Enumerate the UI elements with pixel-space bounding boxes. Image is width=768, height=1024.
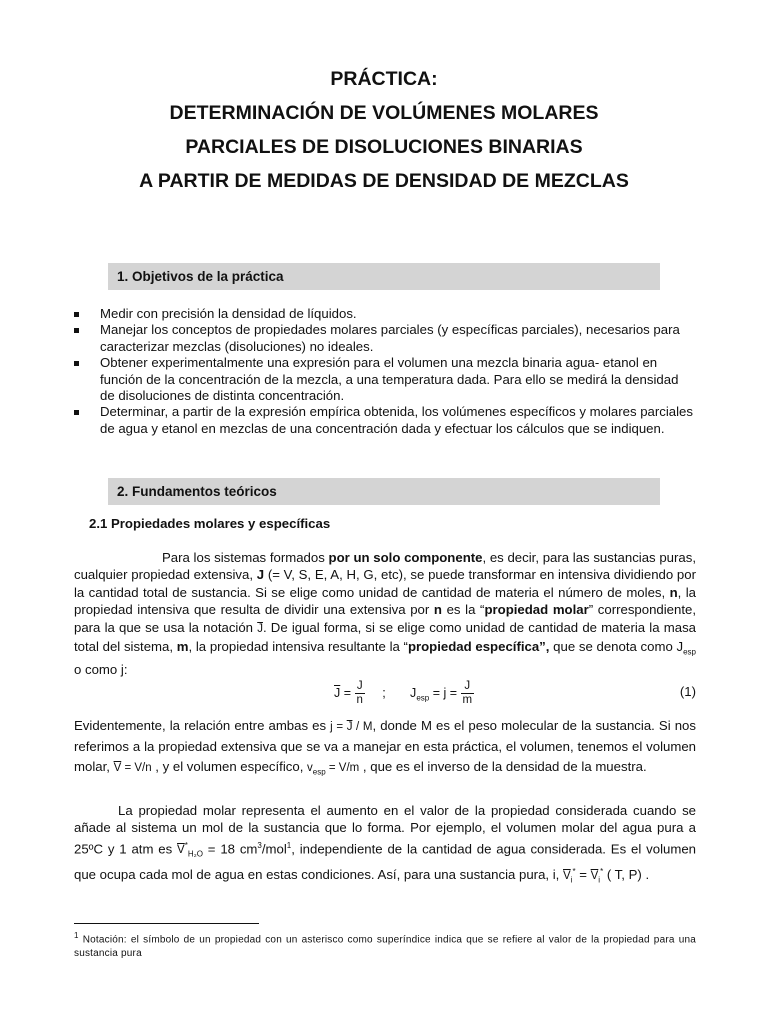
- bullet-icon: [74, 410, 79, 415]
- objectives-list: [74, 306, 696, 437]
- bullet-icon: [74, 328, 79, 333]
- title-line-1: PRÁCTICA:: [330, 68, 438, 90]
- specific-volume-formula: $v_{esp} = V/m$: [307, 762, 360, 777]
- section-1-heading: 1. Objetivos de la práctica: [108, 263, 660, 290]
- title-line-2: DETERMINACIÓN DE VOLÚMENES MOLARES: [169, 102, 599, 124]
- paragraph-3: La propiedad molar representa el aumento en el valor de la propiedad considerada cuando se añade al sistema un mol de la sustancia que lo forma. Por ejemplo, el volumen molar del agua pura a 25ºC y 1 atm es $\overline{V}^*_{H_2O} = 18$ $cm^3/mol^1$, independiente de la cantidad de agua considerada. Es el volumen que ocupa cada mol de agua en estas condiciones. Así, para una sustancia pura, i, $\overline{V}_i^* = \overline{V}_i^*$ ( T, P) .: [74, 803, 696, 885]
- bullet-icon: [74, 361, 79, 366]
- footnote: $^1$ Notación: el símbolo de un propiedad con un asterisco como superíndice indica que se refiere al valor de la propiedad para una sustancia pura: [74, 931, 696, 960]
- title-line-4: A PARTIR DE MEDIDAS DE DENSIDAD DE MEZCLAS: [139, 170, 629, 192]
- list-item: Obtener experimentalmente una expresión para el volumen una mezcla binaria agua- etanol en función de la concentración de la mezcla, a una temperatura dada. Para ello se medirá la densidad de disoluciones de distinta concentración.: [74, 355, 696, 404]
- paragraph-1: Para los sistemas formados por un solo componente, es decir, para las sustancias puras, cualquier propiedad extensiva, J (= V, S, E, A, H, G, etc), se puede transformar en intensiva dividiendo por la cantidad total de sustancia. Si se elige como unidad de cantidad de materia el número de moles, n, la propiedad intensiva que resulta de dividir una extensiva por n es la “propiedad molar” correspondiente, para la que se usa la notación $\overline{J}$. De igual forma, si se elige como unidad de cantidad de materia la masa total del sistema, m, la propiedad intensiva resultante la “propiedad específica”, que se denota como $J_{esp}$ o como j:: [74, 550, 697, 678]
- list-item: Manejar los conceptos de propiedades molares parciales (y específicas parciales), necesarios para caracterizar mezclas (disoluciones) no ideales.: [74, 322, 696, 355]
- section-2-heading: 2. Fundamentos teóricos: [108, 478, 660, 505]
- list-item: Determinar, a partir de la expresión empírica obtenida, los volúmenes específicos y molares parciales de agua y etanol en mezclas de una concentración dada y efectuar los cálculos que se indiquen.: [74, 404, 696, 437]
- paragraph-2: Evidentemente, la relación entre ambas es $j = \overline{J} / M$, donde M es el peso molecular de la sustancia. Si nos referimos a la propiedad extensiva que se va a manejar en esta práctica, el volumen, tenemos el volumen molar, $\overline{V} = V/n$ , y el volumen específico, $v_{esp} = V/m$ , que es el inverso de la densidad de la muestra.: [74, 718, 696, 777]
- title-line-3: PARCIALES DE DISOLUCIONES BINARIAS: [185, 136, 583, 158]
- molar-volume-formula: $\overline{V} = V/n$: [113, 762, 152, 774]
- molar-notation: $\overline{J}$: [257, 622, 263, 635]
- equation-number: (1): [679, 684, 696, 699]
- equation-body: $\overline{J}$ = $\frac{J}{n}$ ; $J_{esp} = j$ = $\frac{J}{m}$: [334, 680, 473, 706]
- footnote-divider: [74, 923, 259, 924]
- equation-1: [74, 680, 696, 710]
- document-title: [0, 62, 768, 198]
- relation-formula: $j = \overline{J} / M$: [330, 721, 373, 733]
- subsection-heading: 2.1 Propiedades molares y específicas: [89, 516, 331, 531]
- water-molar-volume-symbol: $\overline{V}^*_{H_2O}$: [177, 841, 203, 859]
- bullet-icon: [74, 312, 79, 317]
- pure-substance-formula: $\overline{V}_i^*$: [563, 866, 576, 885]
- list-item: Medir con precisión la densidad de líquidos.: [74, 306, 696, 322]
